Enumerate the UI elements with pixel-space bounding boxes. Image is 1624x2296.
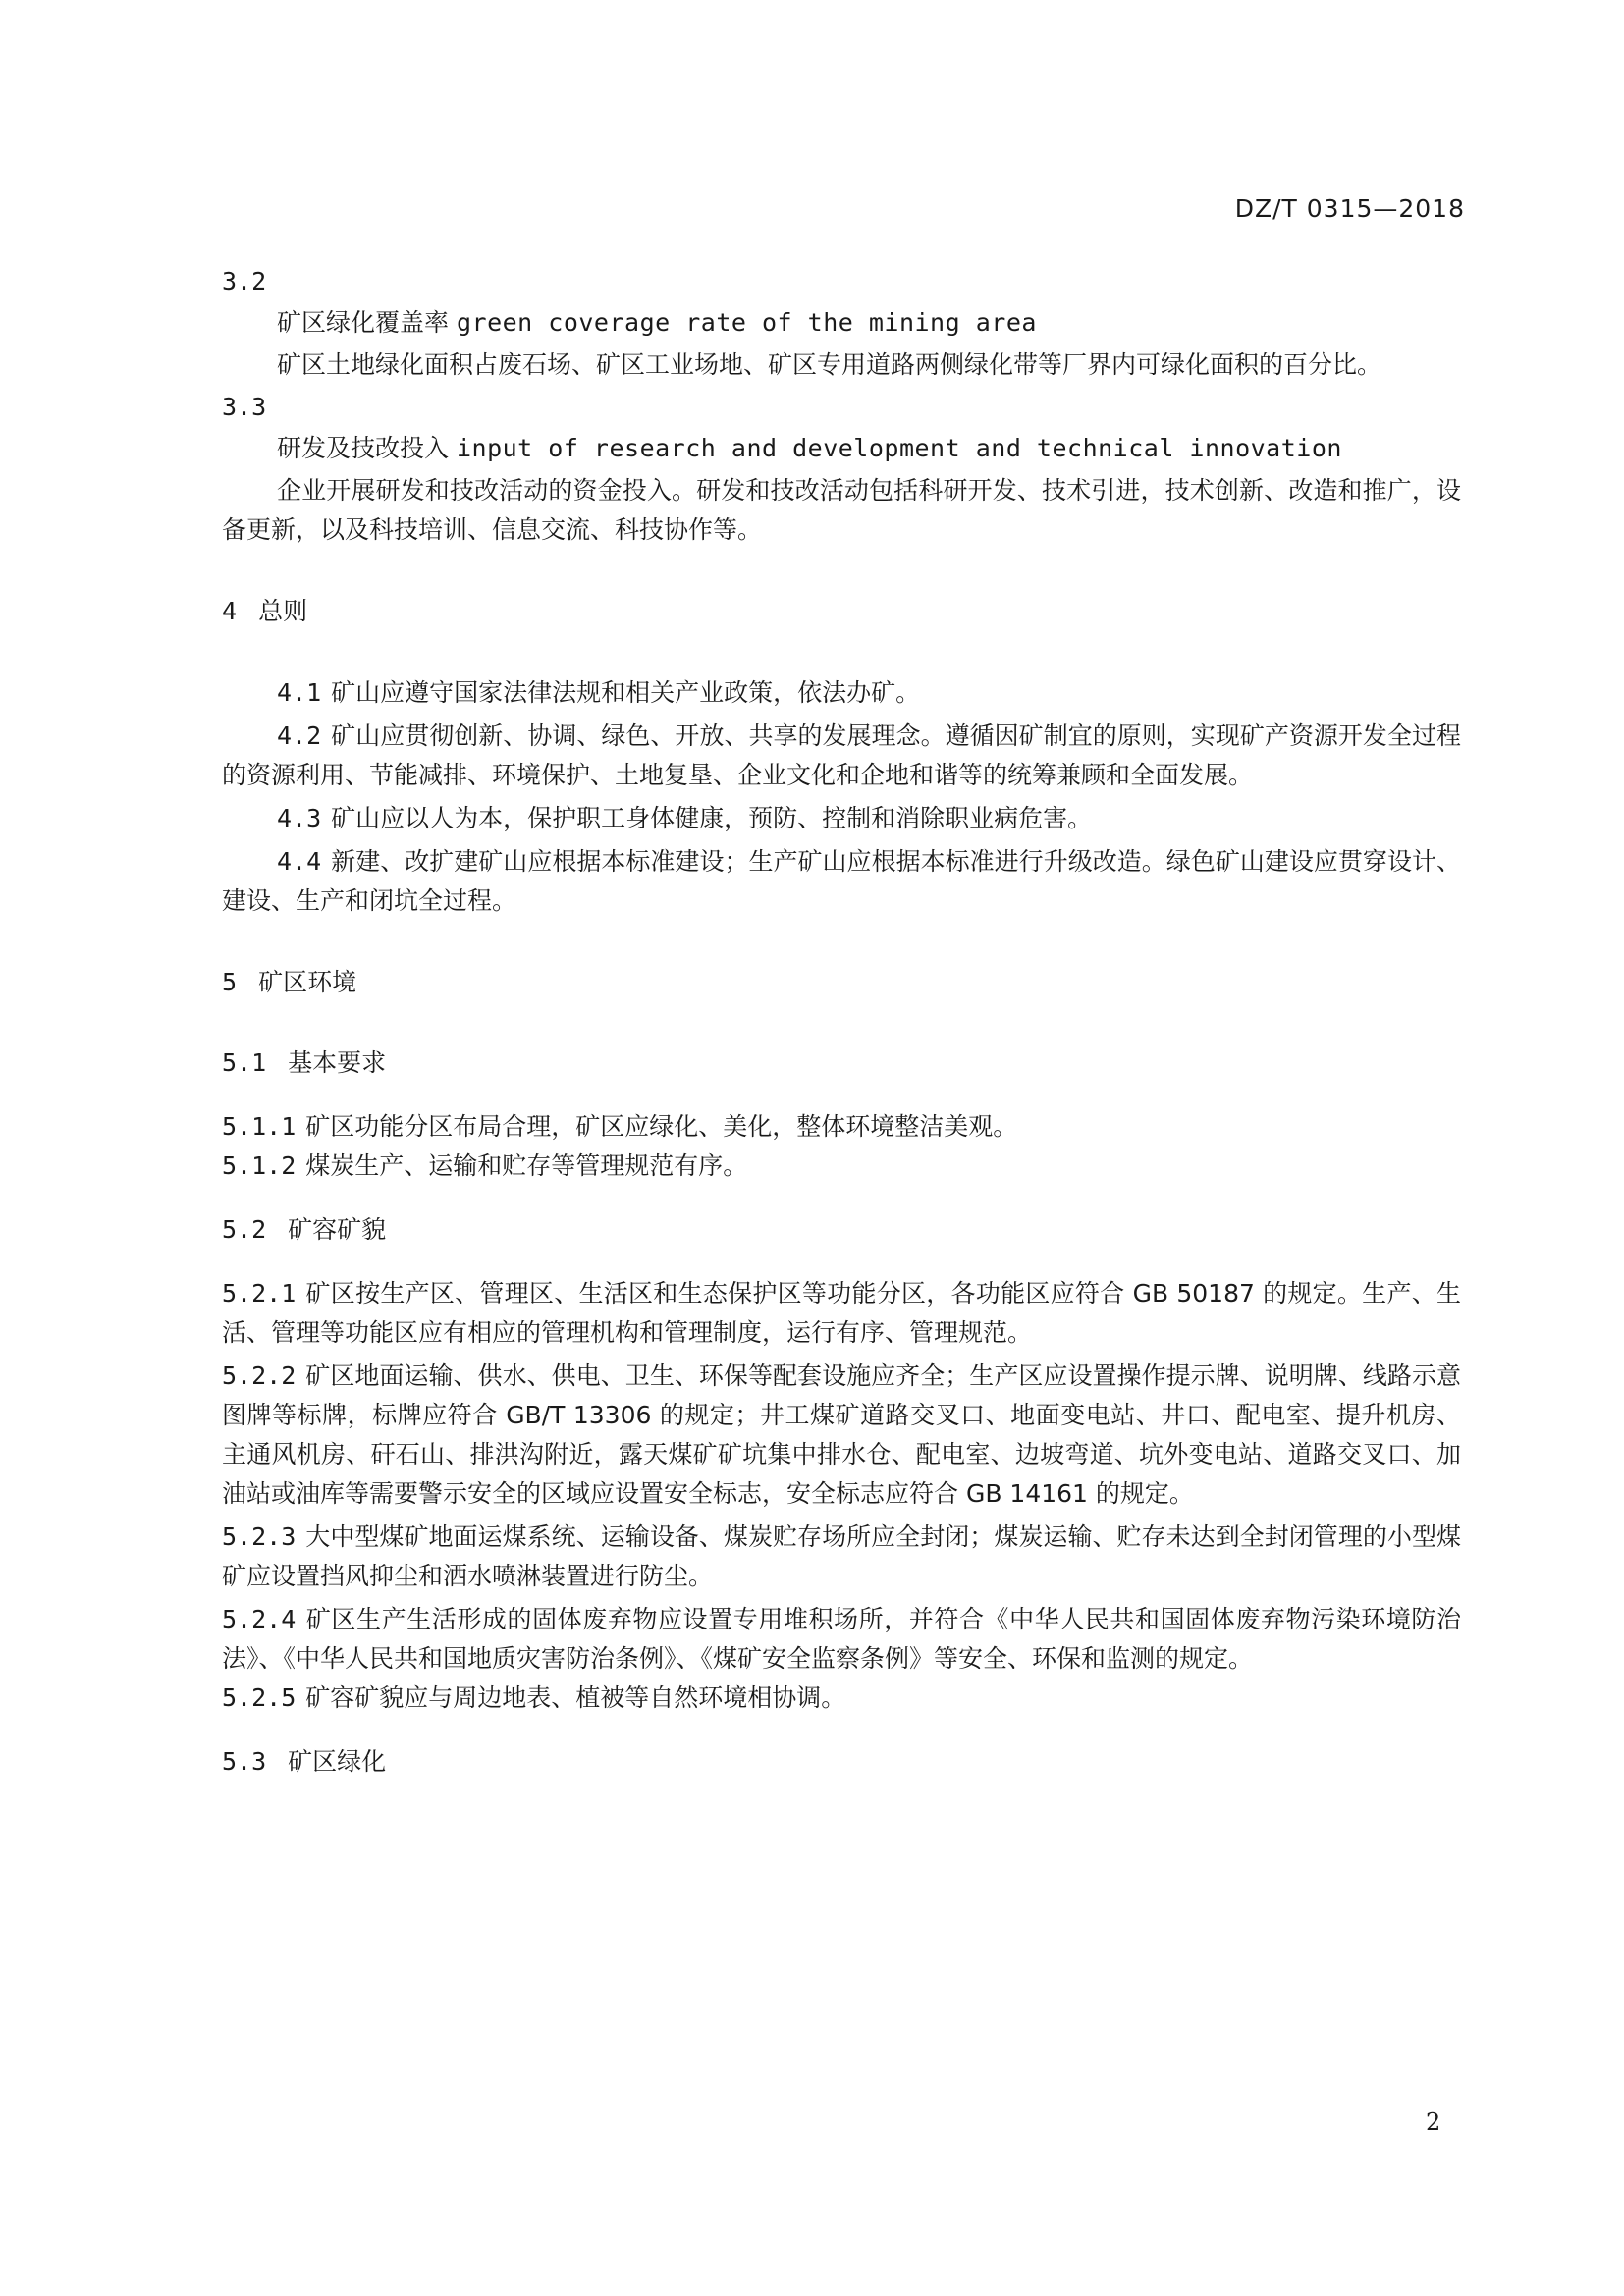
clause bbox=[222, 842, 1461, 921]
clause bbox=[222, 1600, 1461, 1679]
clause-text: 矿容矿貌应与周边地表、植被等自然环境相协调。 bbox=[305, 1683, 846, 1712]
term-en: input of research and development and technical innovation bbox=[456, 434, 1342, 462]
clause-text: 新建、改扩建矿山应根据本标准建设；生产矿山应根据本标准进行升级改造。绿色矿山建设应贯穿设计、建设、生产和闭坑全过程。 bbox=[222, 847, 1461, 915]
clause-number: 5.2.4 bbox=[222, 1605, 297, 1633]
section-heading bbox=[222, 593, 1461, 630]
clause bbox=[222, 1518, 1461, 1596]
clause-number: 5.2.1 bbox=[222, 1279, 297, 1308]
subsection-title: 基本要求 bbox=[288, 1048, 387, 1077]
definition-term bbox=[222, 304, 1461, 342]
subsection-number: 5.3 bbox=[222, 1747, 267, 1776]
subsection-title: 矿容矿貌 bbox=[288, 1215, 387, 1244]
subsection-heading bbox=[222, 1743, 1461, 1781]
subsection-title: 矿区绿化 bbox=[288, 1747, 387, 1776]
clause bbox=[222, 673, 1461, 713]
clause bbox=[222, 1357, 1461, 1514]
subsection-heading bbox=[222, 1211, 1461, 1249]
clause-text: 煤炭生产、运输和贮存等管理规范有序。 bbox=[305, 1151, 748, 1180]
section-title: 总则 bbox=[258, 597, 308, 625]
clause-text: 矿区生产生活形成的固体废弃物应设置专用堆积场所，并符合《中华人民共和国固体废弃物污染环境防治法》、《中华人民共和国地质灾害防治条例》、《煤矿安全监察条例》等安全、环保和监测的规定。 bbox=[222, 1605, 1461, 1673]
subsection-number: 5.2 bbox=[222, 1215, 267, 1244]
clause-text: 矿山应以人为本，保护职工身体健康，预防、控制和消除职业病危害。 bbox=[331, 804, 1093, 832]
definition-term bbox=[222, 430, 1461, 467]
clause bbox=[222, 1679, 1461, 1718]
clause bbox=[222, 1107, 1461, 1147]
clause-text: 大中型煤矿地面运煤系统、运输设备、煤炭贮存场所应全封闭；煤炭运输、贮存未达到全封闭管理的小型煤矿应设置挡风抑尘和洒水喷淋装置进行防尘。 bbox=[222, 1522, 1461, 1590]
clause bbox=[222, 1147, 1461, 1186]
page-number: 2 bbox=[1426, 2109, 1441, 2136]
clause-number: 4.1 bbox=[277, 678, 322, 707]
clause-number: 5.2.2 bbox=[222, 1362, 297, 1390]
definition-text: 企业开展研发和技改活动的资金投入。研发和技改活动包括科研开发、技术引进，技术创新、改造和推广，设备更新，以及科技培训、信息交流、科技协作等。 bbox=[222, 476, 1461, 544]
subsection-number: 5.1 bbox=[222, 1048, 267, 1077]
clause-text: 矿山应贯彻创新、协调、绿色、开放、共享的发展理念。遵循因矿制宜的原则，实现矿产资源开发全过程的资源利用、节能减排、环境保护、土地复垦、企业文化和企地和谐等的统筹兼顾和全面发展。 bbox=[222, 721, 1461, 789]
standard-code: DZ/T 0315—2018 bbox=[1234, 194, 1465, 223]
term-en: green coverage rate of the mining area bbox=[456, 308, 1037, 337]
section-number: 4 bbox=[222, 597, 238, 625]
section-heading bbox=[222, 964, 1461, 1001]
clause bbox=[222, 1274, 1461, 1353]
term-zh: 矿区绿化覆盖率 bbox=[277, 308, 450, 337]
clause-number: 4.3 bbox=[277, 804, 322, 832]
clause-text: 矿区功能分区布局合理，矿区应绿化、美化，整体环境整洁美观。 bbox=[305, 1112, 1018, 1141]
definition-number: 3.3 bbox=[222, 393, 267, 421]
clause-number: 4.4 bbox=[277, 847, 322, 876]
definition-number: 3.2 bbox=[222, 267, 267, 295]
clause bbox=[222, 717, 1461, 795]
clause-number: 5.1.1 bbox=[222, 1112, 297, 1141]
clause-number: 5.2.3 bbox=[222, 1522, 297, 1551]
clause bbox=[222, 799, 1461, 838]
clause-number: 5.1.2 bbox=[222, 1151, 297, 1180]
clause-text: 矿区按生产区、管理区、生活区和生态保护区等功能分区，各功能区应符合 GB 50187 的规定。生产、生活、管理等功能区应有相应的管理机构和管理制度，运行有序、管理规范。 bbox=[222, 1279, 1461, 1347]
clause-number: 4.2 bbox=[277, 721, 322, 750]
section-number: 5 bbox=[222, 968, 238, 996]
subsection-heading bbox=[222, 1044, 1461, 1082]
clause-text: 矿山应遵守国家法律法规和相关产业政策，依法办矿。 bbox=[331, 678, 921, 707]
definition-text: 矿区土地绿化面积占废石场、矿区工业场地、矿区专用道路两侧绿化带等厂界内可绿化面积的百分比。 bbox=[277, 350, 1382, 379]
term-zh: 研发及技改投入 bbox=[277, 434, 450, 462]
document-body bbox=[222, 263, 1461, 1781]
clause-number: 5.2.5 bbox=[222, 1683, 297, 1712]
section-title: 矿区环境 bbox=[258, 968, 357, 996]
clause-text: 矿区地面运输、供水、供电、卫生、环保等配套设施应齐全；生产区应设置操作提示牌、说明牌、线路示意图牌等标牌，标牌应符合 GB/T 13306 的规定；井工煤矿道路交叉口、地面变电站、井口、配电室、提升机房、主通风机房、矸石山、排洪沟附近，露天煤矿矿坑集中排水仓、配电室、边坡弯道、坑外变电站、道路交叉口、加油站或油库等需要警示安全的区域应设置安全标志，安全标志应符合 GB 14161 的规定。 bbox=[222, 1362, 1461, 1508]
